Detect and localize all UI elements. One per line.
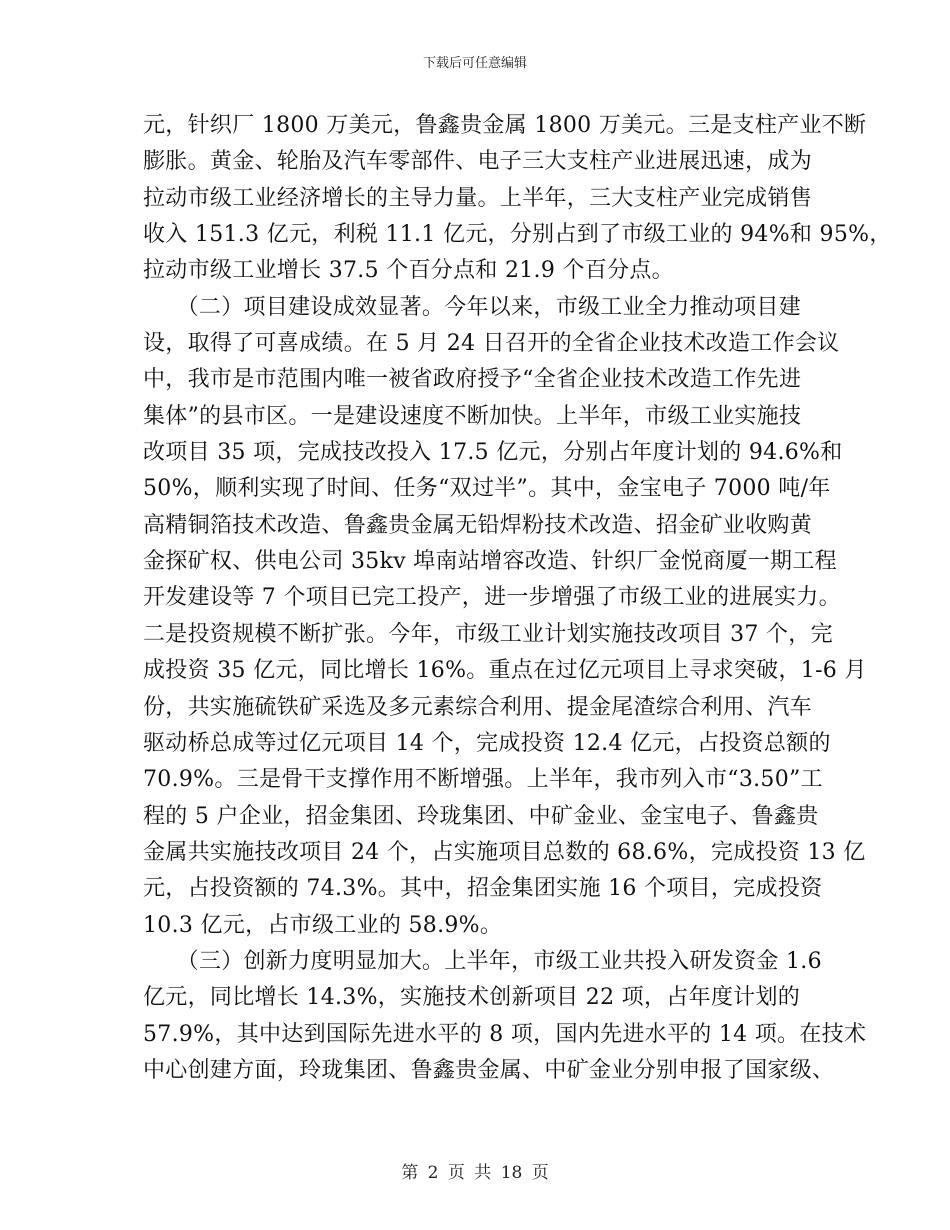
body-line: 中心创建方面，玲珑集团、鲁鑫贵金属、中矿金业分别申报了国家级、: [143, 1057, 835, 1083]
body-line: 金探矿权、供电公司 35kv 埠南站增容改造、针织厂金悦商厦一期工程: [143, 549, 837, 575]
body-line: 亿元，同比增长 14.3%，实施技术创新项目 22 项，占年度计划的: [143, 985, 801, 1011]
page-number-footer: 第 2 页 共 18 页: [401, 1163, 549, 1183]
body-line: 二是投资规模不断扩张。今年，市级工业计划实施技改项目 37 个，完: [143, 621, 833, 647]
body-line: 元，针织厂 1800 万美元，鲁鑫贵金属 1800 万美元。三是支柱产业不断: [143, 113, 867, 138]
body-line: 中，我市是市范围内唯一被省政府授予“全省企业技术改造工作先进: [143, 367, 802, 393]
body-line: 元，占投资额的 74.3%。其中，招金集团实施 16 个项目，完成投资: [143, 876, 823, 902]
body-line: （三）创新力度明显加大。上半年，市级工业共投入研发资金 1.6: [143, 948, 822, 974]
body-line: 设，取得了可喜成绩。在 5 月 24 日召开的全省企业技术改造工作会议: [143, 331, 840, 357]
body-line: 膨胀。黄金、轮胎及汽车零部件、电子三大支柱产业进展迅速，成为: [143, 149, 813, 175]
body-line: 集体”的县市区。一是建设速度不断加快。上半年，市级工业实施技: [143, 403, 802, 429]
body-line: 改项目 35 项，完成技改投入 17.5 亿元，分别占年度计划的 94.6%和: [143, 440, 843, 466]
page-header: 下载后可任意编辑: [422, 56, 527, 71]
body-line: 驱动桥总成等过亿元项目 14 个，完成投资 12.4 亿元，占投资总额的: [143, 730, 831, 756]
body-line: 70.9%。三是骨干支撑作用不断增强。上半年，我市列入市“3.50”工: [143, 767, 823, 793]
body-line: 10.3 亿元，占市级工业的 58.9%。: [143, 912, 503, 938]
body-line: 收入 151.3 亿元，利税 11.1 亿元，分别占到了市级工业的 94%和 95%，: [143, 222, 892, 248]
body-line: （二）项目建设成效显著。今年以来，市级工业全力推动项目建: [143, 294, 802, 320]
body-line: 份，共实施硫铁矿采选及多元素综合利用、提金尾渣综合利用、汽车: [143, 694, 813, 720]
body-line: 50%，顺利实现了时间、任务“双过半”。其中，金宝电子 7000 吨/年: [143, 476, 831, 502]
body-line: 57.9%，其中达到国际先进水平的 8 项，国内先进水平的 14 项。在技术: [143, 1021, 867, 1047]
document-body: [143, 108, 892, 1089]
body-line: 程的 5 户企业，招金集团、玲珑集团、中矿金业、金宝电子、鲁鑫贵: [143, 803, 819, 829]
body-line: 高精铜箔技术改造、鲁鑫贵金属无铅焊粉技术改造、招金矿业收购黄: [143, 512, 813, 538]
body-line: 成投资 35 亿元，同比增长 16%。重点在过亿元项目上寻求突破，1-6 月: [143, 658, 867, 684]
body-line: 金属共实施技改项目 24 个，占实施项目总数的 68.6%，完成投资 13 亿: [143, 839, 866, 865]
body-line: 拉动市级工业增长 37.5 个百分点和 21.9 个百分点。: [143, 258, 674, 284]
body-line: 拉动市级工业经济增长的主导力量。上半年，三大支柱产业完成销售: [143, 185, 813, 211]
body-line: 开发建设等 7 个项目已完工投产，进一步增强了市级工业的进展实力。: [143, 585, 841, 611]
